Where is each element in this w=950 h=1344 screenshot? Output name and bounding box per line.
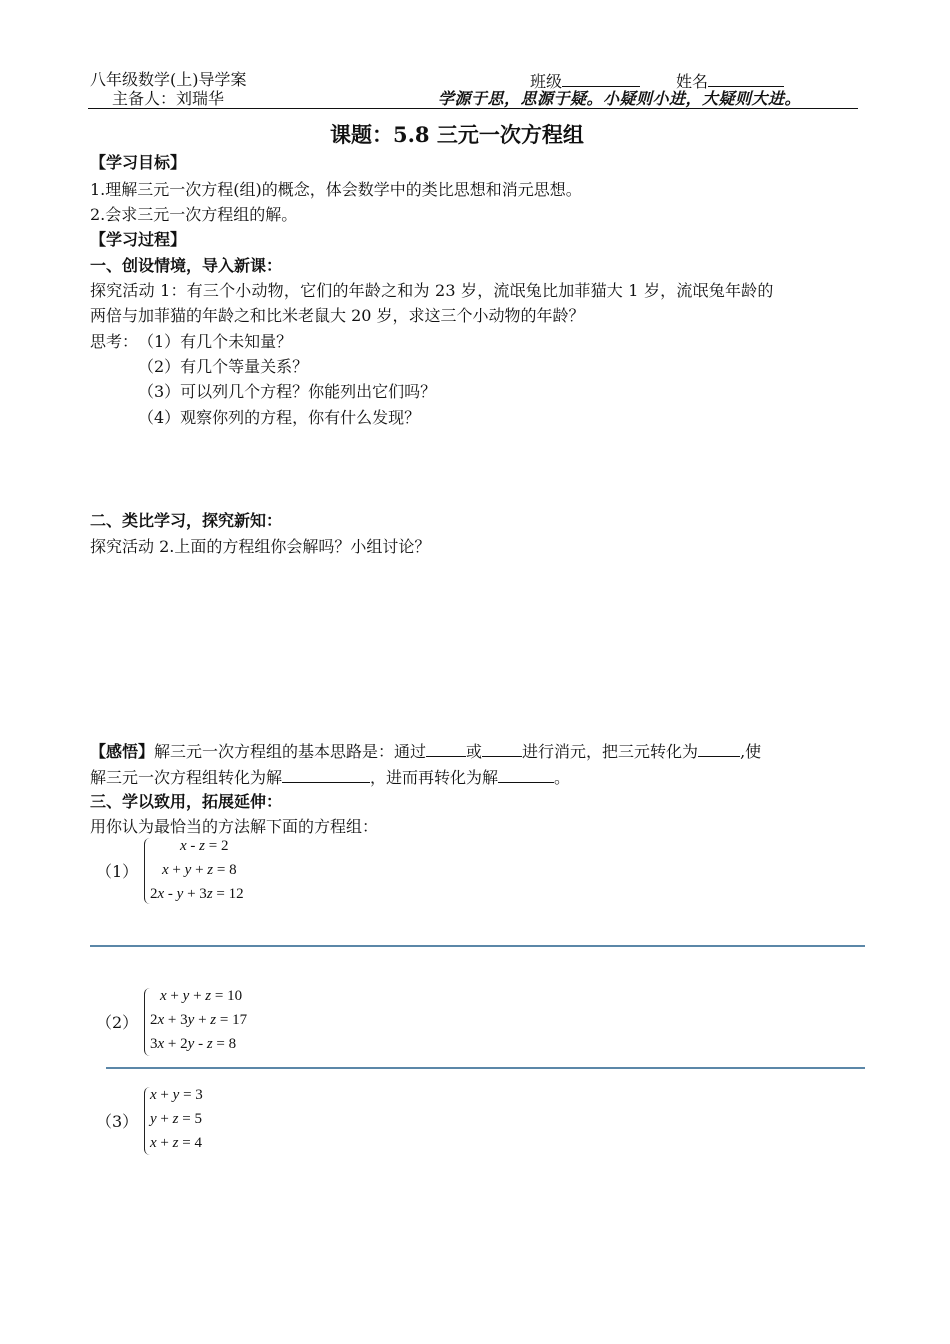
- equation: x + y = 3: [150, 1087, 203, 1103]
- insight-text: 解三元一次方程组转化为解: [90, 768, 283, 787]
- name-label: 姓名: [676, 72, 709, 91]
- page-title: 课题：5.8 三元一次方程组: [330, 122, 584, 147]
- name-blank[interactable]: [708, 70, 784, 87]
- process-heading: 【学习过程】: [90, 230, 187, 249]
- activity2: 探究活动 2.上面的方程组你会解吗？小组讨论？: [90, 537, 431, 556]
- class-blank[interactable]: [562, 70, 640, 87]
- insight-label: 【感悟】: [90, 742, 155, 761]
- question-item: （4）观察你列的方程，你有什么发现？: [138, 408, 421, 427]
- class-label: 班级: [530, 72, 563, 91]
- goals-heading: 【学习目标】: [90, 153, 187, 172]
- blank-convert[interactable]: [698, 740, 740, 757]
- insight-text: ，进而再转化为解: [370, 768, 499, 787]
- section2-heading: 二、类比学习，探究新知：: [90, 511, 283, 530]
- preparer: 主备人：刘瑞华: [112, 89, 225, 108]
- section3-instruction: 用你认为最恰当的方法解下面的方程组：: [90, 817, 379, 836]
- activity1-line2: 两倍与加菲猫的年龄之和比米老鼠大 20 岁，求这三个小动物的年龄？: [90, 306, 585, 325]
- blank-method2[interactable]: [482, 740, 522, 757]
- blank-solve1[interactable]: [282, 766, 370, 783]
- equation: x + y + z = 8: [162, 862, 237, 878]
- question-item: （2）有几个等量关系？: [138, 357, 309, 376]
- think-prefix: 思考：: [90, 332, 139, 351]
- system-label: （2）: [96, 1013, 139, 1032]
- equation: x - z = 2: [180, 838, 229, 854]
- system-label: （3）: [96, 1112, 139, 1131]
- insight-text: 。: [554, 768, 571, 787]
- answer-divider: [90, 945, 865, 947]
- goal-item: 2.会求三元一次方程组的解。: [90, 205, 298, 224]
- equation: x + z = 4: [150, 1135, 202, 1151]
- insight-text: 解三元一次方程组的基本思路是：通过: [154, 742, 427, 761]
- section1-heading: 一、创设情境，导入新课：: [90, 256, 283, 275]
- blank-solve2[interactable]: [498, 766, 554, 783]
- header-rule: [88, 108, 858, 109]
- equation: 2x + 3y + z = 17: [150, 1012, 248, 1028]
- equation: y + z = 5: [150, 1111, 202, 1127]
- answer-divider: [106, 1067, 865, 1069]
- course-title: 八年级数学(上)导学案: [90, 70, 247, 89]
- insight-text: 进行消元，把三元转化为: [522, 742, 699, 761]
- system-label: （1）: [96, 862, 139, 881]
- section3-heading: 三、学以致用，拓展延伸：: [90, 792, 283, 811]
- equation: 2x - y + 3z = 12: [150, 886, 244, 902]
- question-item: （1）有几个未知量？: [138, 332, 293, 351]
- goal-item: 1.理解三元一次方程(组)的概念，体会数学中的类比思想和消元思想。: [90, 180, 582, 199]
- insight-text: ,使: [740, 742, 762, 761]
- insight-line2: [90, 766, 570, 788]
- insight-text: 或: [466, 742, 483, 761]
- question-item: （3）可以列几个方程？你能列出它们吗？: [138, 382, 437, 401]
- motto: 学源于思，思源于疑。小疑则小进，大疑则大进。: [438, 89, 802, 108]
- equation: x + y + z = 10: [160, 988, 243, 1004]
- insight-line1: [90, 740, 761, 762]
- activity1-line1: 探究活动 1：有三个小动物，它们的年龄之和为 23 岁，流氓兔比加菲猫大 1 岁，流氓兔年龄的: [90, 281, 774, 300]
- blank-method1[interactable]: [426, 740, 466, 757]
- equation: 3x + 2y - z = 8: [150, 1036, 237, 1052]
